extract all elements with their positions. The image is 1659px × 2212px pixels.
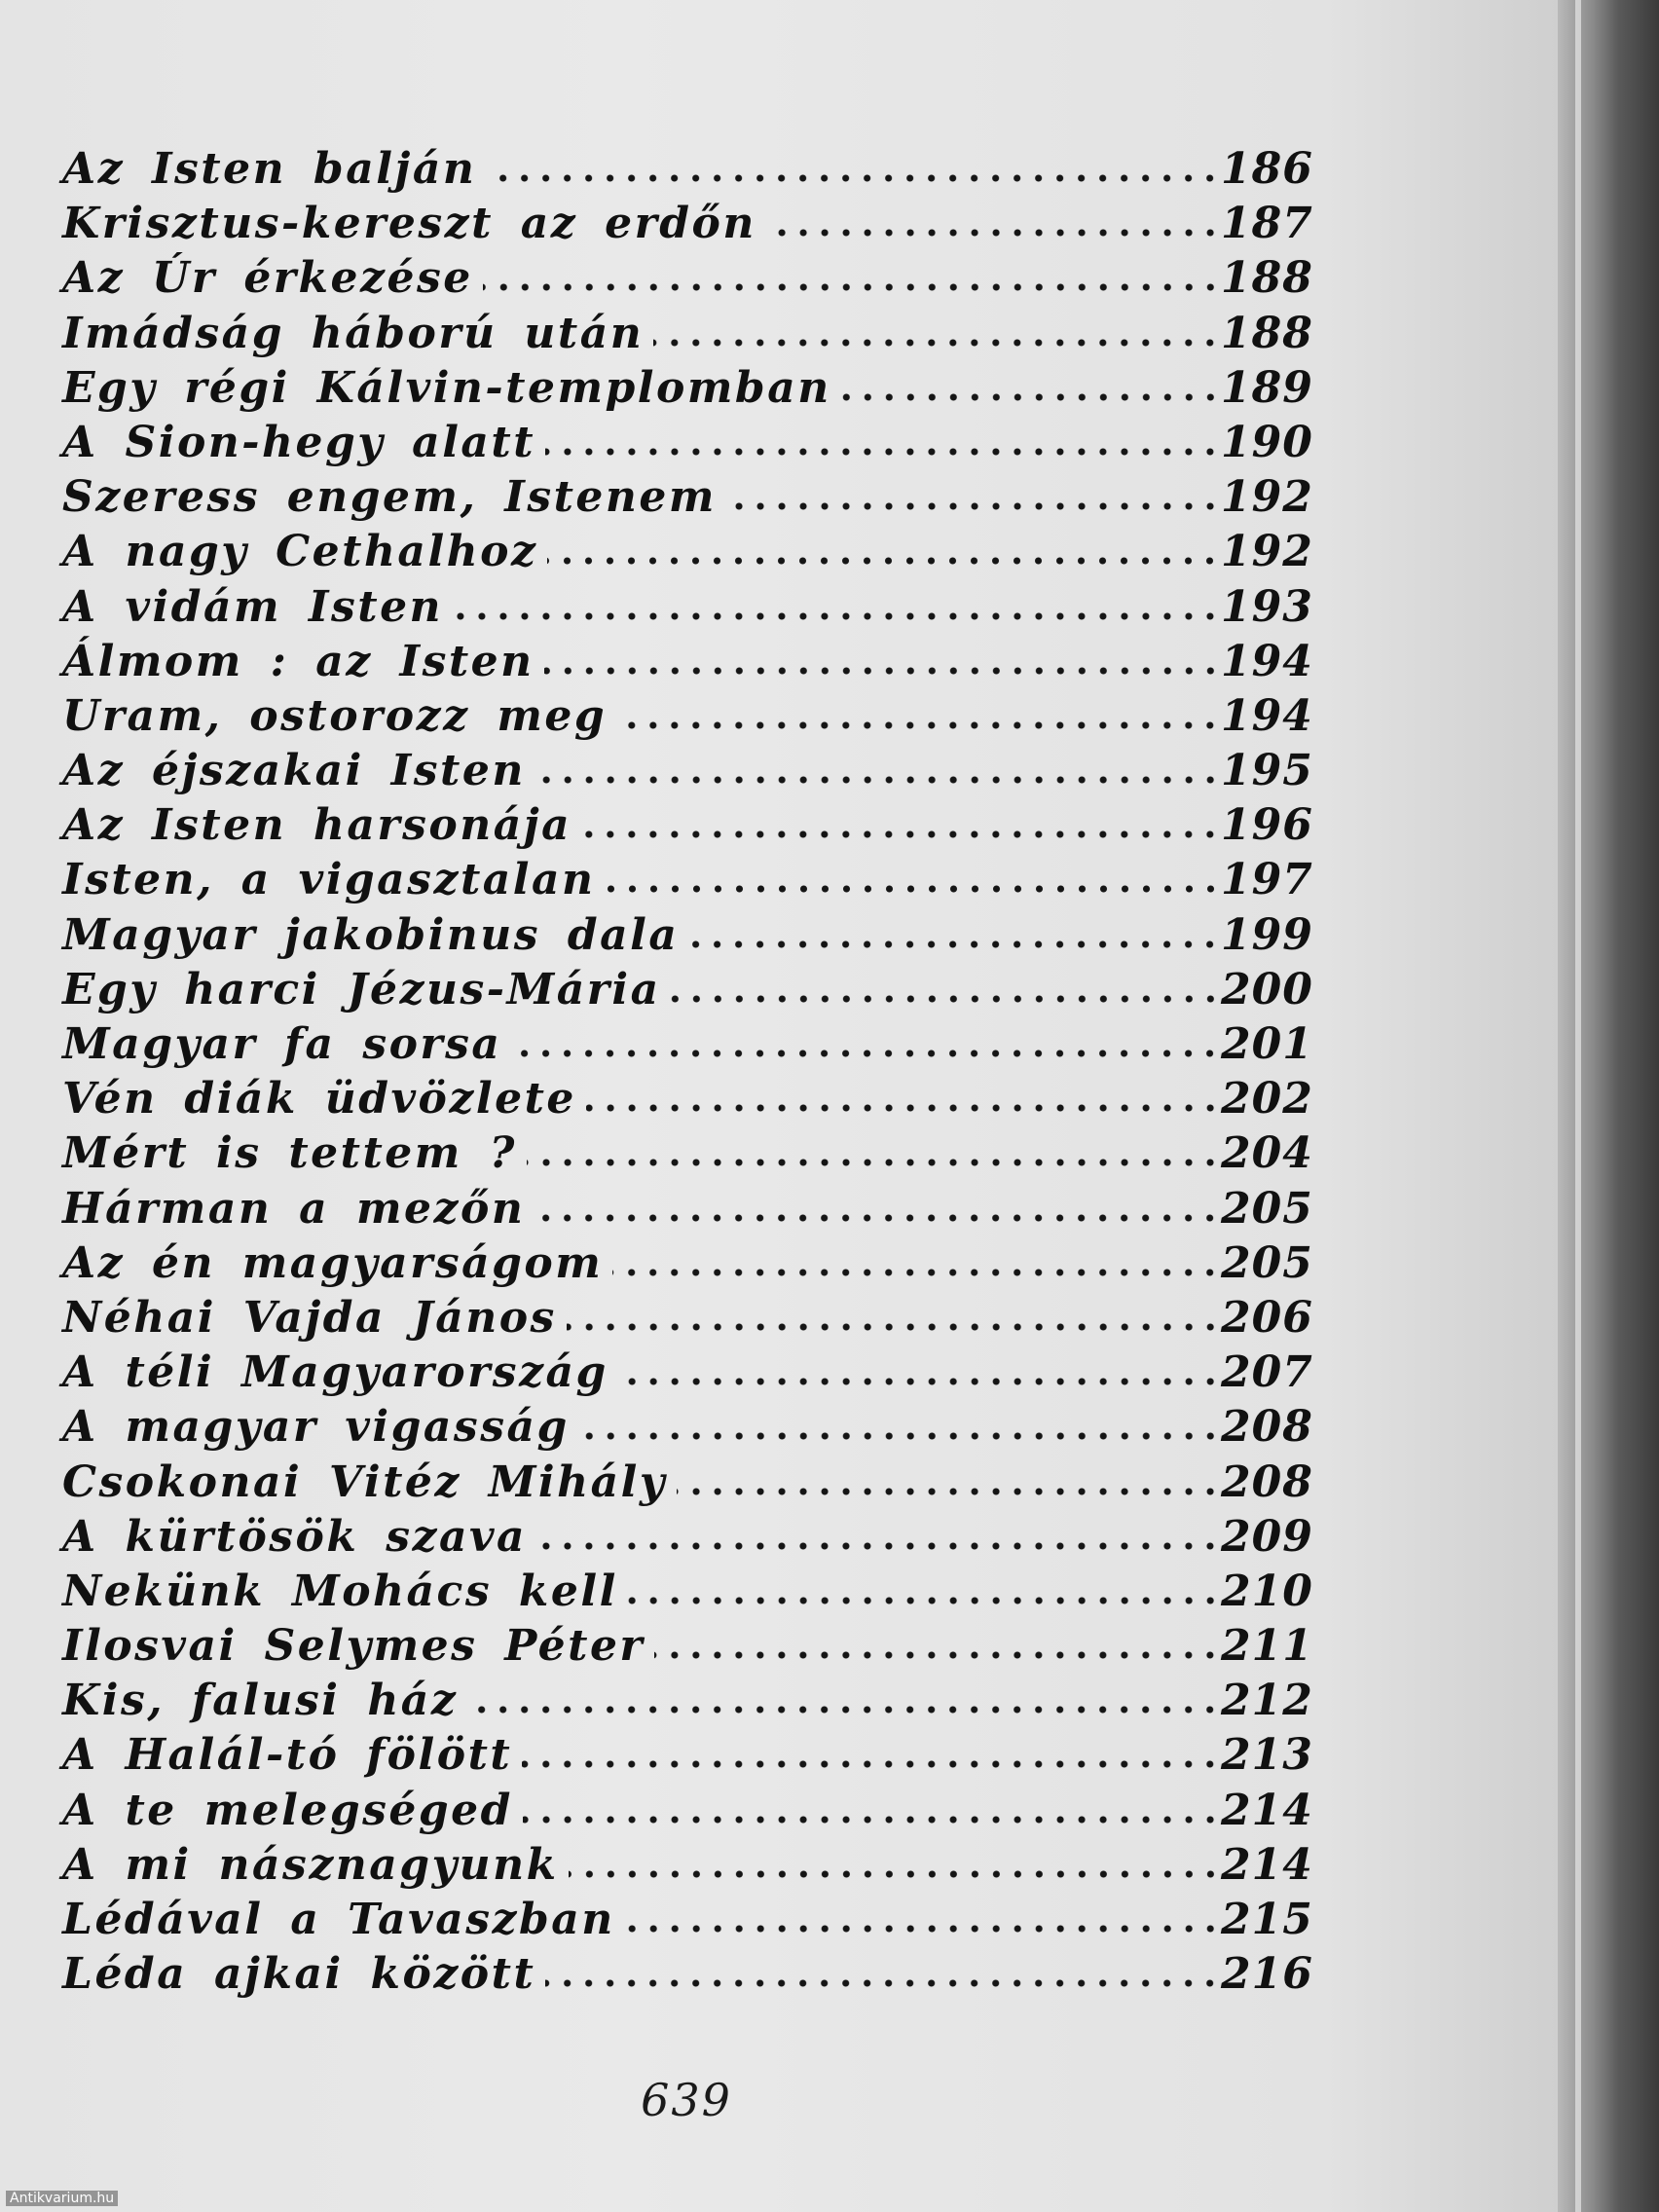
- dot-leader: [547, 556, 1221, 566]
- toc-entry: [62, 1237, 1313, 1293]
- dot-leader: [606, 884, 1222, 894]
- toc-entry: [62, 581, 1313, 637]
- dot-leader: [567, 1322, 1221, 1332]
- toc-entry: [62, 909, 1313, 965]
- toc-entry-page: 204: [1221, 1128, 1313, 1179]
- toc-entry: [62, 144, 1313, 199]
- toc-entry-title: Mért is tettem ?: [62, 1128, 517, 1179]
- toc-entry: [62, 527, 1313, 581]
- toc-entry-title: Csokonai Vitéz Mihály: [62, 1456, 667, 1507]
- table-of-contents: [62, 144, 1313, 2004]
- toc-entry-title: A Sion-hegy alatt: [62, 417, 536, 467]
- toc-entry-page: 196: [1221, 800, 1313, 851]
- toc-entry-page: 188: [1221, 308, 1313, 358]
- toc-entry-title: Az éjszakai Isten: [62, 746, 526, 796]
- toc-entry: [62, 690, 1313, 746]
- toc-entry-title: Uram, ostorozz meg: [62, 690, 608, 741]
- toc-entry-title: A magyar vigasság: [62, 1402, 570, 1453]
- toc-entry-page: 208: [1221, 1456, 1313, 1507]
- page-number: 639: [641, 2074, 732, 2126]
- dot-leader: [726, 501, 1221, 511]
- toc-entry-title: Kis, falusi ház: [62, 1676, 459, 1726]
- dot-leader: [841, 392, 1221, 402]
- toc-entry: [62, 417, 1313, 472]
- dot-leader: [612, 1268, 1221, 1277]
- toc-entry-title: Az én magyarságom: [62, 1237, 604, 1288]
- toc-entry: [62, 636, 1313, 691]
- watermark: Antikvarium.hu: [6, 2191, 118, 2206]
- dot-leader: [625, 1924, 1221, 1934]
- toc-entry: [62, 1019, 1313, 1074]
- toc-entry: [62, 1566, 1313, 1621]
- toc-entry: [62, 1183, 1313, 1238]
- toc-entry: [62, 1402, 1313, 1456]
- dot-leader: [545, 1978, 1221, 1988]
- dot-leader: [766, 228, 1221, 238]
- toc-entry-title: Néhai Vajda János: [62, 1292, 557, 1343]
- toc-entry-page: 209: [1221, 1511, 1313, 1562]
- toc-entry-title: Ilosvai Selymes Péter: [62, 1621, 645, 1672]
- dot-leader: [535, 1213, 1221, 1223]
- toc-entry: [62, 800, 1313, 855]
- toc-entry-page: 199: [1221, 909, 1313, 960]
- toc-entry-page: 205: [1221, 1237, 1313, 1288]
- toc-entry-page: 195: [1221, 746, 1313, 796]
- toc-entry: [62, 1347, 1313, 1402]
- dot-leader: [569, 1869, 1221, 1879]
- dot-leader: [671, 994, 1221, 1004]
- toc-entry-page: 194: [1221, 636, 1313, 686]
- toc-entry-page: 197: [1221, 855, 1313, 905]
- toc-entry: [62, 1128, 1313, 1183]
- toc-entry: [62, 362, 1313, 418]
- toc-entry-page: 200: [1221, 964, 1313, 1014]
- dot-leader: [522, 1759, 1221, 1769]
- toc-entry: [62, 1456, 1313, 1512]
- toc-entry-page: 193: [1221, 581, 1313, 632]
- dot-leader: [544, 666, 1221, 676]
- dot-leader: [545, 447, 1221, 457]
- dot-leader: [453, 611, 1221, 621]
- toc-entry: [62, 308, 1313, 363]
- dot-leader: [628, 1596, 1221, 1605]
- toc-entry: [62, 1949, 1313, 2004]
- dot-leader: [467, 1705, 1221, 1714]
- dot-leader: [618, 1377, 1221, 1386]
- toc-entry-page: 189: [1221, 362, 1313, 413]
- toc-entry-page: 194: [1221, 690, 1313, 741]
- toc-entry-page: 207: [1221, 1347, 1313, 1398]
- dot-leader: [677, 1487, 1221, 1496]
- toc-entry-title: Az Isten harsonája: [62, 800, 572, 851]
- toc-entry-title: Vén diák üdvözlete: [62, 1074, 576, 1124]
- toc-entry-title: Léda ajkai között: [62, 1949, 536, 2000]
- toc-entry-title: Magyar jakobinus dala: [62, 909, 680, 960]
- toc-entry-page: 214: [1221, 1785, 1313, 1835]
- dot-leader: [483, 282, 1221, 292]
- toc-entry-title: Krisztus-kereszt az erdőn: [62, 199, 756, 249]
- toc-entry: [62, 1511, 1313, 1567]
- dot-leader: [486, 173, 1221, 183]
- toc-entry: [62, 472, 1313, 527]
- dot-leader: [535, 775, 1221, 785]
- toc-entry-page: 215: [1221, 1895, 1313, 1944]
- toc-entry-title: A nagy Cethalhoz: [62, 527, 538, 577]
- toc-entry-page: 190: [1221, 417, 1313, 467]
- toc-entry-title: A kürtösök szava: [62, 1511, 528, 1562]
- toc-entry-title: Nekünk Mohács kell: [62, 1566, 618, 1616]
- toc-entry-title: Álmom : az Isten: [62, 636, 535, 686]
- toc-entry-page: 205: [1221, 1183, 1313, 1234]
- toc-entry: [62, 1074, 1313, 1128]
- toc-entry-page: 192: [1221, 472, 1313, 523]
- toc-entry: [62, 855, 1313, 909]
- toc-entry: [62, 199, 1313, 253]
- toc-entry-title: Hárman a mezőn: [62, 1183, 526, 1234]
- toc-entry: [62, 746, 1313, 800]
- toc-entry-page: 212: [1221, 1676, 1313, 1726]
- toc-entry-page: 192: [1221, 527, 1313, 577]
- dot-leader: [616, 720, 1221, 730]
- dot-leader: [581, 830, 1221, 839]
- toc-entry: [62, 1292, 1313, 1347]
- toc-entry-title: A mi násznagyunk: [62, 1839, 559, 1890]
- toc-entry-page: 211: [1221, 1621, 1313, 1672]
- dot-leader: [586, 1103, 1221, 1113]
- dot-leader: [653, 338, 1221, 348]
- toc-entry-title: A téli Magyarország: [62, 1347, 608, 1398]
- toc-entry-page: 187: [1221, 199, 1313, 249]
- toc-entry: [62, 1785, 1313, 1840]
- dot-leader: [654, 1650, 1221, 1660]
- toc-entry: [62, 1895, 1313, 1949]
- dot-leader: [688, 940, 1221, 949]
- toc-entry: [62, 1621, 1313, 1676]
- toc-entry-title: Magyar fa sorsa: [62, 1019, 502, 1069]
- toc-entry: [62, 964, 1313, 1019]
- toc-entry-title: Egy harci Jézus-Mária: [62, 964, 661, 1014]
- toc-entry-title: Szeress engem, Istenem: [62, 472, 717, 523]
- toc-entry-title: Imádság háború után: [62, 308, 645, 358]
- toc-entry-page: 206: [1221, 1292, 1313, 1343]
- toc-entry: [62, 1839, 1313, 1895]
- toc-entry: [62, 1676, 1313, 1730]
- toc-entry-title: Az Úr érkezése: [62, 253, 473, 304]
- book-spine-shadow: [1558, 0, 1659, 2212]
- toc-entry-page: 188: [1221, 253, 1313, 304]
- toc-entry-page: 208: [1221, 1402, 1313, 1453]
- toc-entry: [62, 253, 1313, 308]
- toc-entry-title: A Halál-tó fölött: [62, 1730, 513, 1781]
- toc-entry-page: 216: [1221, 1949, 1313, 2000]
- toc-entry-title: Az Isten balján: [62, 144, 477, 194]
- dot-leader: [527, 1158, 1221, 1167]
- toc-entry-page: 214: [1221, 1839, 1313, 1890]
- toc-entry-title: Isten, a vigasztalan: [62, 855, 596, 905]
- dot-leader: [511, 1049, 1221, 1058]
- toc-entry-title: A vidám Isten: [62, 581, 444, 632]
- toc-entry: [62, 1730, 1313, 1785]
- toc-entry-page: 210: [1221, 1566, 1313, 1616]
- dot-leader: [579, 1431, 1221, 1441]
- toc-entry-page: 213: [1221, 1730, 1313, 1781]
- dot-leader: [523, 1815, 1221, 1825]
- toc-entry-page: 201: [1221, 1019, 1313, 1069]
- toc-entry-title: Lédával a Tavaszban: [62, 1895, 615, 1944]
- toc-entry-page: 186: [1221, 144, 1313, 194]
- toc-entry-page: 202: [1221, 1074, 1313, 1124]
- toc-entry-title: A te melegséged: [62, 1785, 513, 1835]
- toc-entry-title: Egy régi Kálvin-templomban: [62, 362, 831, 413]
- dot-leader: [536, 1541, 1221, 1551]
